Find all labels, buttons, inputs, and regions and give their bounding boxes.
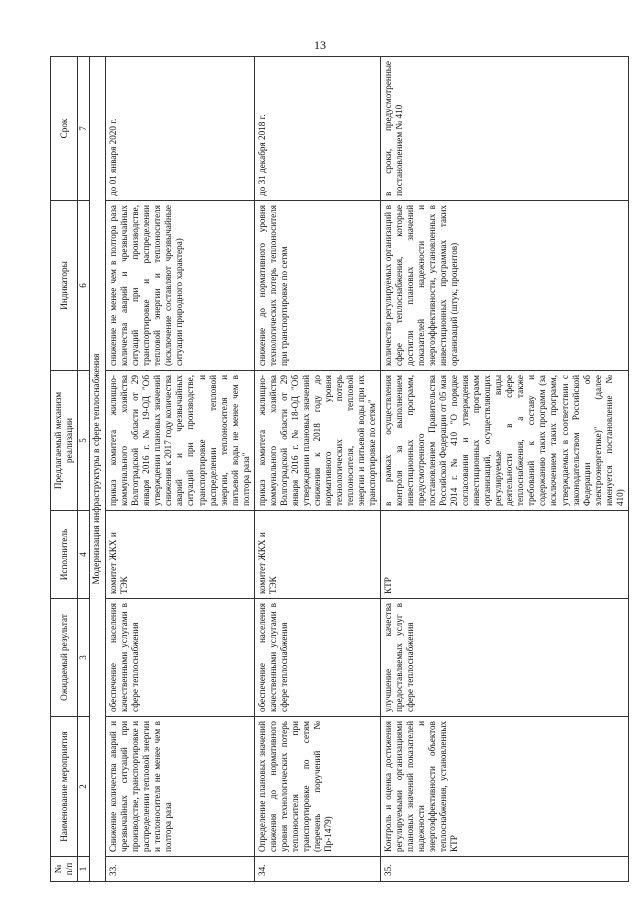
- section-row: [89, 57, 105, 882]
- row-name: Снижение количества аварий и чрезвычайных ситуаций при производстве, транспортировке и распределении тепловой энергии и теплоносителя не менее чем в полтора раза: [106, 717, 254, 857]
- column-number: 1: [78, 857, 90, 882]
- row-term: до 01 января 2020 г.: [106, 57, 254, 201]
- header-name: Наименование мероприятия: [51, 717, 78, 857]
- row-number: 35.: [381, 857, 629, 882]
- measures-table: [50, 56, 629, 882]
- column-numbers-row: [78, 57, 90, 882]
- page-number: 13: [314, 38, 326, 52]
- row-name: Определение плановых значений снижения до нормативного уровня технологических потерь теплоносителя при транспортировке по сетям (перечень поручений № Пр-1479): [254, 717, 380, 857]
- row-number: 33.: [106, 857, 254, 882]
- header-mechanism: Предлагаемый механизм реализации: [51, 371, 78, 511]
- column-number: 7: [78, 57, 90, 201]
- row-executor: комитет ЖКХ и ТЭК: [106, 511, 254, 599]
- header-result: Ожидаемый результат: [51, 599, 78, 717]
- row-term: до 31 декабря 2018 г.: [254, 57, 380, 201]
- row-indicators: снижение до нормативного уровня технологических потерь теплоносителя при транспортировке по сетям: [254, 201, 380, 371]
- header-term: Срок: [51, 57, 78, 201]
- table-row: [381, 57, 629, 882]
- column-number: 6: [78, 201, 90, 371]
- header-row: [51, 57, 78, 882]
- row-indicators: количество регулируемых организаций в сфере теплоснабжения, которые достигли плановых значений показателей надежности и энергоэффективности, установленных в инвестиционных программах таких организаций (штук, процентов): [381, 201, 629, 371]
- row-executor: КТР: [381, 511, 629, 599]
- column-number: 2: [78, 717, 90, 857]
- row-mechanism: приказ комитета жилищно-коммунального хозяйства Волгоградской области от 29 января 2016 г. № 18-ОД "Об утверждении плановых значений снижения к 2018 году до нормативного уровня технологических потерь теплоносителя, тепловой энергии и питьевой воды при их транспортировке по сетям": [254, 371, 380, 511]
- table-row: [106, 57, 254, 882]
- column-number: 4: [78, 511, 90, 599]
- row-result: улучшение качества предоставляемых услуг в сфере теплоснабжения: [381, 599, 629, 717]
- row-executor: комитет ЖКХ и ТЭК: [254, 511, 380, 599]
- row-indicators: снижение не менее чем в полтора раза количества аварий и чрезвычайных ситуаций при производстве, транспортировке и распределении тепловой энергии и теплоносителя (исключение составляют чрезвычайные ситуации природного характера): [106, 201, 254, 371]
- row-result: обеспечение населения качественными услугами в сфере теплоснабжения: [254, 599, 380, 717]
- column-number: 3: [78, 599, 90, 717]
- row-mechanism: приказ комитета жилищно-коммунального хозяйства Волгоградской области от 29 января 2016 г. № 19-ОД "Об утверждении плановых значений снижения к 2017 году количества аварий и чрезвычайных ситуаций при производстве, транспортировке и распределении тепловой энергии, теплоносителя и питьевой воды не менее чем в полтора раза": [106, 371, 254, 511]
- column-number: 5: [78, 371, 90, 511]
- header-indicators: Индикаторы: [51, 201, 78, 371]
- header-executor: Исполнитель: [51, 511, 78, 599]
- table-row: [254, 57, 380, 882]
- rotated-table-area: [50, 57, 625, 882]
- row-number: 34.: [254, 857, 380, 882]
- header-num: № п/п: [51, 857, 78, 882]
- section-title: Модернизация инфраструктуры в сфере теплоснабжения: [89, 57, 105, 882]
- row-term: в сроки, предусмотренные постановлением № 410: [381, 57, 629, 201]
- row-mechanism: в рамках осуществления контроля за выполнением инвестиционных программ, предусмотренного постановлением Правительства Российской Федерации от 05 мая 2014 г. № 410 "О порядке согласования и утверждения инвестиционных программ организаций, осуществляющих регулируемые виды деятельности в сфере теплоснабжения, а также требований к составу и содержанию таких программ (за исключением таких программ, утверждаемых в соответствии с законодательством Российской Федерации об электроэнергетике)" (далее именуется постановление № 410): [381, 371, 629, 511]
- row-result: обеспечение населения качественными услугами в сфере теплоснабжения: [106, 599, 254, 717]
- row-name: Контроль и оценка достижения регулируемыми организациями плановых значений показателей надежности и энергоэффективности объектов теплоснабжения, установленных КТР: [381, 717, 629, 857]
